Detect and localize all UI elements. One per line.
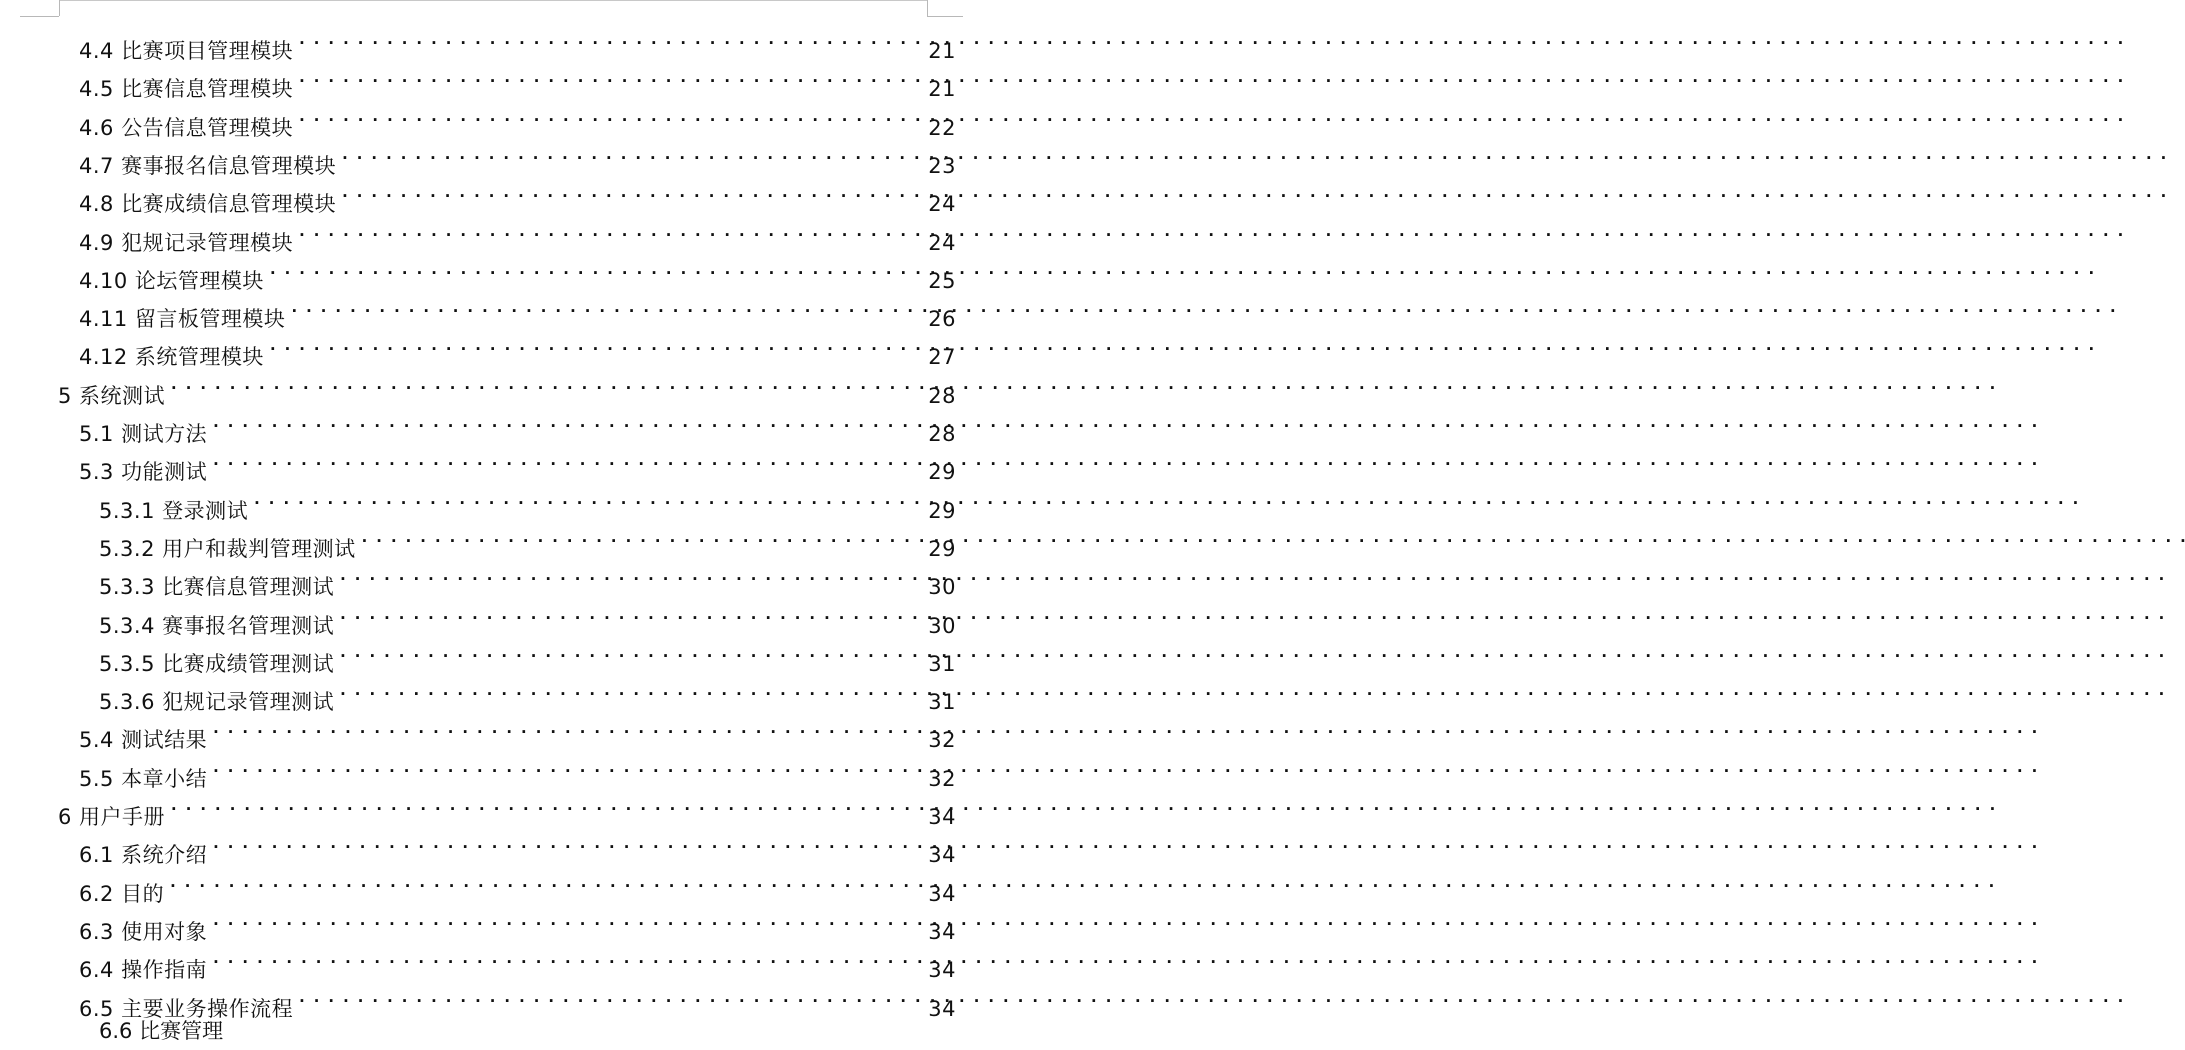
toc-entry[interactable] <box>99 556 956 600</box>
toc-entry-page-number: 24 <box>928 230 956 255</box>
document-page <box>0 0 1028 1043</box>
toc-entry-label: 4.12 系统管理模块 <box>79 345 264 370</box>
toc-entry-label: 4.9 犯规记录管理模块 <box>79 230 294 255</box>
toc-dot-leader <box>338 671 920 709</box>
toc-dot-leader <box>289 288 920 326</box>
toc-dot-leader <box>338 556 920 594</box>
toc-entry-page-number: 30 <box>928 575 956 600</box>
toc-entry[interactable] <box>79 403 956 446</box>
toc-entry[interactable] <box>79 978 956 1021</box>
toc-entry[interactable] <box>79 135 956 178</box>
crop-mark-top-right-horizontal <box>927 16 963 17</box>
toc-dot-leader <box>211 403 920 441</box>
toc-entry[interactable] <box>99 633 956 676</box>
toc-entry[interactable] <box>79 250 956 293</box>
toc-entry-label: 5.3.5 比赛成绩管理测试 <box>99 651 335 676</box>
toc-dot-leader <box>297 978 920 1016</box>
toc-dot-leader <box>268 250 920 288</box>
toc-entry-label: 6.4 操作指南 <box>79 958 208 983</box>
toc-entry-page-number: 25 <box>928 268 956 293</box>
toc-entry-label: 4.11 留言板管理模块 <box>79 307 286 332</box>
toc-dot-leader <box>338 633 920 671</box>
toc-entry-label: 5.1 测试方法 <box>79 422 208 446</box>
toc-entry[interactable] <box>79 939 956 983</box>
toc-entry-page-number: 26 <box>928 307 956 332</box>
toc-entry[interactable] <box>79 20 956 63</box>
toc-entry[interactable] <box>79 288 956 332</box>
toc-dot-leader <box>211 748 920 786</box>
toc-entry-page-number: 31 <box>928 651 956 676</box>
toc-dot-leader <box>169 786 920 824</box>
crop-mark-top-left-horizontal <box>20 16 59 17</box>
toc-entry-page-number: 29 <box>928 536 956 561</box>
toc-entry-page-number: 28 <box>928 422 956 446</box>
toc-dot-leader <box>297 212 920 250</box>
toc-entry-page-number: 21 <box>928 39 956 63</box>
toc-dot-leader <box>211 939 920 977</box>
toc-entry-label: 6.2 目的 <box>79 881 165 906</box>
toc-entry-label: 4.4 比赛项目管理模块 <box>79 39 294 63</box>
toc-entry[interactable] <box>99 480 956 523</box>
crop-mark-top-right <box>927 0 928 16</box>
toc-entry-label: 4.7 赛事报名信息管理模块 <box>79 153 337 178</box>
toc-entry-page-number: 29 <box>928 498 956 523</box>
toc-entry-page-number: 34 <box>928 881 956 906</box>
toc-entry[interactable] <box>79 326 956 370</box>
toc-entry-page-number: 29 <box>928 460 956 485</box>
toc-entry-page-number: 32 <box>928 766 956 791</box>
toc-entry-page-number: 23 <box>928 153 956 178</box>
toc-entry-label: 4.5 比赛信息管理模块 <box>79 77 294 102</box>
toc-dot-leader <box>211 901 920 939</box>
toc-entry-page-number: 32 <box>928 728 956 753</box>
toc-dot-leader <box>211 824 920 862</box>
toc-entry-label: 4.10 论坛管理模块 <box>79 268 264 293</box>
toc-entry-label: 5.3 功能测试 <box>79 460 208 485</box>
toc-entry-label: 5.3.3 比赛信息管理测试 <box>99 575 335 600</box>
toc-dot-leader <box>169 365 920 403</box>
toc-entry[interactable] <box>79 748 956 791</box>
toc-entry[interactable] <box>58 365 956 408</box>
toc-entry[interactable] <box>79 441 956 485</box>
toc-dot-leader <box>340 173 920 211</box>
toc-entry-page-number: 34 <box>928 805 956 829</box>
toc-entry-label: 5.3.4 赛事报名管理测试 <box>99 613 335 638</box>
toc-entry[interactable] <box>79 901 956 944</box>
toc-entry[interactable] <box>99 518 956 561</box>
toc-dot-leader <box>268 326 920 364</box>
toc-entry-label: 6.1 系统介绍 <box>79 843 208 868</box>
toc-entry-label: 5.3.2 用户和裁判管理测试 <box>99 536 356 561</box>
toc-entry-page-number: 34 <box>928 996 956 1021</box>
toc-entry-label: 5.3.6 犯规记录管理测试 <box>99 690 335 715</box>
toc-entry[interactable] <box>79 97 956 140</box>
toc-entry-label: 5.3.1 登录测试 <box>99 498 249 523</box>
toc-entry-page-number: 34 <box>928 843 956 868</box>
toc-dot-leader <box>252 480 920 518</box>
toc-entry-page-number: 34 <box>928 958 956 983</box>
toc-entry-label: 6.3 使用对象 <box>79 919 208 944</box>
toc-entry-page-number: 21 <box>928 77 956 102</box>
toc-entry[interactable] <box>79 863 956 906</box>
toc-entry-label: 6.5 主要业务操作流程 <box>79 996 294 1021</box>
toc-entry-page-number: 24 <box>928 192 956 217</box>
toc-entry[interactable] <box>79 824 956 868</box>
toc-entry-label: 4.6 公告信息管理模块 <box>79 115 294 140</box>
toc-dot-leader <box>297 97 920 135</box>
toc-entry-page-number: 27 <box>928 345 956 370</box>
toc-dot-leader <box>297 20 920 58</box>
toc-entry[interactable] <box>79 212 956 255</box>
toc-dot-leader <box>211 709 920 747</box>
toc-dot-leader <box>340 135 920 173</box>
toc-dot-leader <box>168 863 920 901</box>
toc-entry-page-number: 28 <box>928 383 956 408</box>
toc-entry-page-number: 22 <box>928 115 956 140</box>
toc-entry-page-number: 30 <box>928 613 956 638</box>
toc-dot-leader <box>360 518 920 556</box>
toc-entry[interactable] <box>58 786 956 829</box>
toc-entry-page-number: 34 <box>928 919 956 944</box>
toc-entry-label: 5.4 测试结果 <box>79 728 208 753</box>
toc-entry[interactable] <box>99 595 956 638</box>
page-top-edge <box>59 0 927 1</box>
toc-entry[interactable] <box>79 58 956 102</box>
toc-entry-partial <box>99 1016 299 1043</box>
toc-entry[interactable] <box>79 173 956 217</box>
toc-entry-label: 6 用户手册 <box>58 805 166 829</box>
toc-entry-label: 5 系统测试 <box>58 383 166 408</box>
toc-entry-partial-label: 6.6 比赛管理 <box>99 1019 224 1043</box>
toc-entry-page-number: 31 <box>928 690 956 715</box>
toc-entry-label: 5.5 本章小结 <box>79 766 208 791</box>
toc-dot-leader <box>338 595 920 633</box>
crop-mark-top-left <box>59 0 60 16</box>
toc-entry[interactable] <box>79 709 956 753</box>
toc-dot-leader <box>297 58 920 96</box>
toc-entry[interactable] <box>99 671 956 715</box>
toc-entry-label: 4.8 比赛成绩信息管理模块 <box>79 192 337 217</box>
toc-dot-leader <box>211 441 920 479</box>
